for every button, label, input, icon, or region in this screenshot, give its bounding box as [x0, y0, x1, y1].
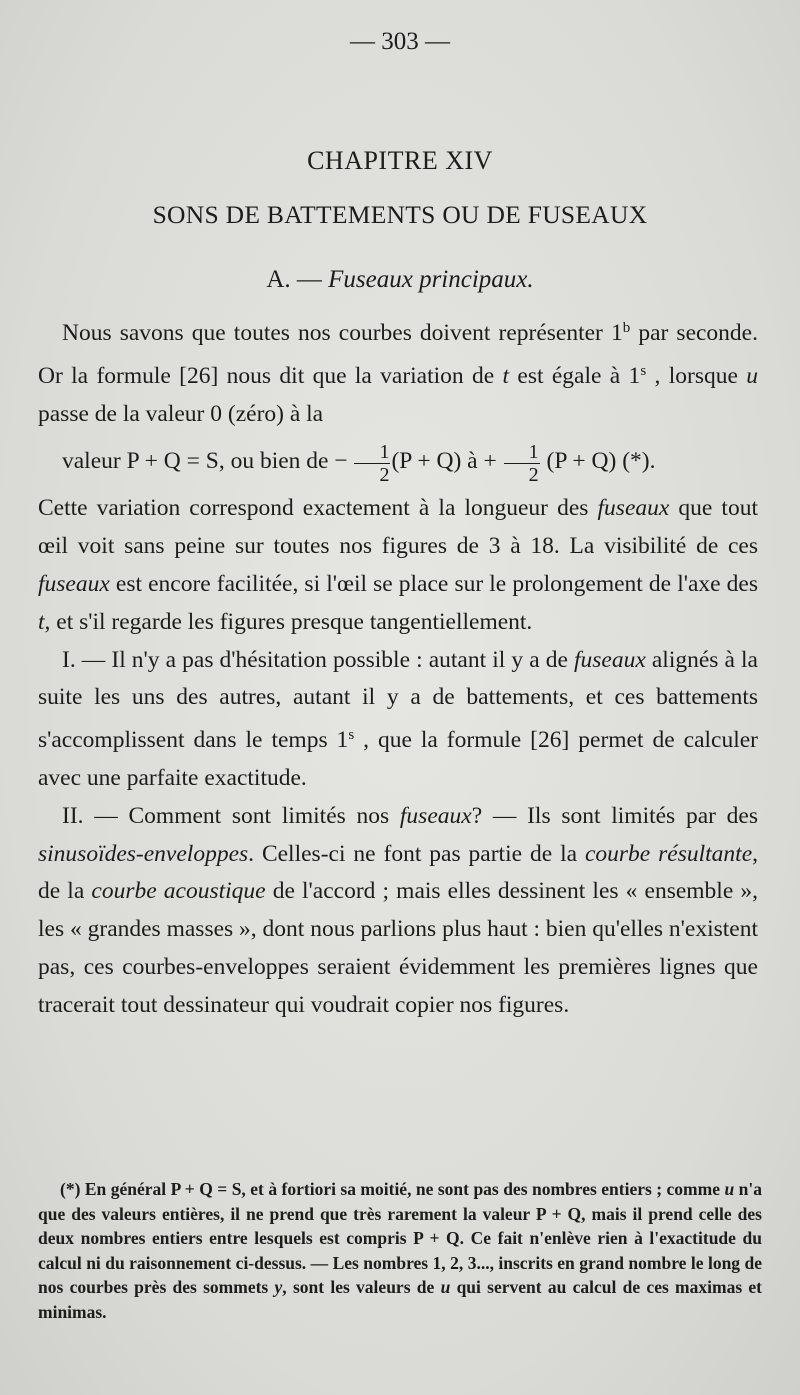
text-line: elles dessinent les « ensemble », les « grandes masses », dont — [38, 878, 759, 943]
formula-text: (P + Q) à + — [391, 448, 503, 475]
formula-text: (P + Q) (*). — [540, 448, 656, 475]
formula-line — [38, 433, 758, 490]
superscript: s — [640, 362, 647, 379]
text-line: la — [560, 840, 585, 867]
text-line: Nous savons que toutes nos courbes doivent représenter — [62, 320, 603, 346]
text-line: que tout œil voit sans peine sur toutes nos figures de — [38, 495, 758, 560]
fraction-denominator: 2 — [528, 463, 539, 486]
text-line: par seconde. Or la formule [26] nous dit que la variation de — [38, 320, 758, 389]
body-text — [38, 310, 758, 1025]
text-line: . Celles-ci ne font pas partie de — [248, 840, 553, 867]
variable-u: u — [724, 1179, 735, 1199]
text-line: se place sur le prolongement de l'axe des — [373, 570, 759, 597]
italic-term: fuseaux — [573, 646, 646, 673]
text-line: temps 1 — [271, 727, 349, 754]
text-line: alignés à la suite les uns des autres, autant il y a de — [38, 646, 758, 711]
text-line: , de la — [38, 840, 759, 905]
text-line: , que la formule [26] permet de calculer avec une — [38, 727, 758, 791]
text-line: figures presque tangentiellement. — [219, 608, 533, 635]
paragraph-1 — [38, 310, 758, 642]
italic-term: courbe acoustique — [91, 878, 266, 905]
text-line: courbes-enveloppes seraient évidemment les premières lignes — [122, 953, 716, 980]
text-line: 3 à 18. La visibilité de ces — [488, 533, 759, 560]
text-line: est égale à 1 — [509, 362, 641, 389]
italic-term: fuseaux — [399, 802, 472, 829]
fraction — [354, 442, 390, 485]
text-line: ? — Ils sont limités — [471, 802, 676, 829]
italic-term: fuseaux — [597, 495, 670, 522]
section-label: A. — — [266, 266, 329, 293]
variable-t: t — [38, 608, 45, 635]
footnote-part: (*) En général P + Q = S, et à fortiori sa moitié, ne sont pas des nombres entiers ; comme — [60, 1179, 725, 1199]
fraction-numerator: 1 — [354, 442, 390, 464]
variable-u: u — [746, 362, 758, 389]
text-line: nous parlions plus haut : bien qu'elles n'existent pas, ces — [38, 916, 758, 980]
footnote-part: n'a que des valeurs entières, il ne prend que très rarement la valeur P + Q, mais il prend celle des deux nombres entiers entre lesquels est compris P + Q. Ce fait n'enlève rien à l'exactitude du calcul ni du raisonnement ci-dessus. — Les nombres 1, 2, 3..., inscrits en grand nombre le long de nos courbes près des sommets — [38, 1179, 762, 1298]
page-number: — 303 — — [350, 28, 450, 55]
formula-text: valeur P + Q = S, ou bien de − — [62, 448, 354, 475]
text-line: II. — Comment sont limités nos — [62, 802, 400, 829]
footnote-part: qui servent au calcul de ces maximas et minimas. — [38, 1277, 762, 1322]
paragraph-3 — [38, 798, 758, 1025]
text-line: , lorsque — [646, 362, 747, 389]
footnote — [38, 1177, 762, 1325]
fraction-denominator: 2 — [379, 463, 390, 486]
superscript: s — [348, 727, 355, 744]
variable-y: y — [274, 1277, 283, 1298]
text-line: 1 — [610, 320, 623, 346]
text-line: , et s'il regarde les — [44, 608, 214, 635]
footnote-text — [38, 1177, 762, 1325]
text-line: passe de la valeur 0 (zéro) à la — [38, 400, 324, 427]
italic-term: sinusoïdes-enveloppes — [38, 840, 249, 867]
text-line: par des — [685, 802, 758, 829]
text-line: est encore facilitée, si l'œil — [109, 570, 367, 597]
text-line: Cette variation correspond exactement à la longueur des — [38, 495, 589, 522]
variable-u: u — [440, 1277, 451, 1298]
chapter-title: CHAPITRE XIV — [307, 146, 493, 175]
fraction — [504, 442, 540, 485]
superscript: b — [622, 320, 631, 336]
section-heading — [0, 266, 800, 294]
text-line: que tracerait tout dessinateur qui voudrait copier nos figures. — [38, 953, 758, 1018]
footnote-part: , sont les valeurs de — [282, 1277, 441, 1298]
paragraph-2 — [38, 642, 758, 798]
fraction-numerator: 1 — [504, 442, 540, 464]
variable-t: t — [502, 362, 510, 389]
text-line: I. — Il n'y a pas d'hésitation possible : autant il y a de — [62, 646, 568, 673]
text-line: de l'accord ; mais — [265, 878, 441, 905]
italic-term: courbe résultante — [584, 840, 753, 867]
section-title: Fuseaux principaux. — [328, 266, 534, 293]
chapter-subtitle: SONS DE BATTEMENTS OU DE FUSEAUX — [152, 200, 648, 229]
italic-term: fuseaux — [38, 570, 110, 597]
text-line: battements, et ces battements s'accomplissent dans le — [38, 684, 758, 754]
text-line: parfaite exactitude. — [126, 764, 307, 791]
